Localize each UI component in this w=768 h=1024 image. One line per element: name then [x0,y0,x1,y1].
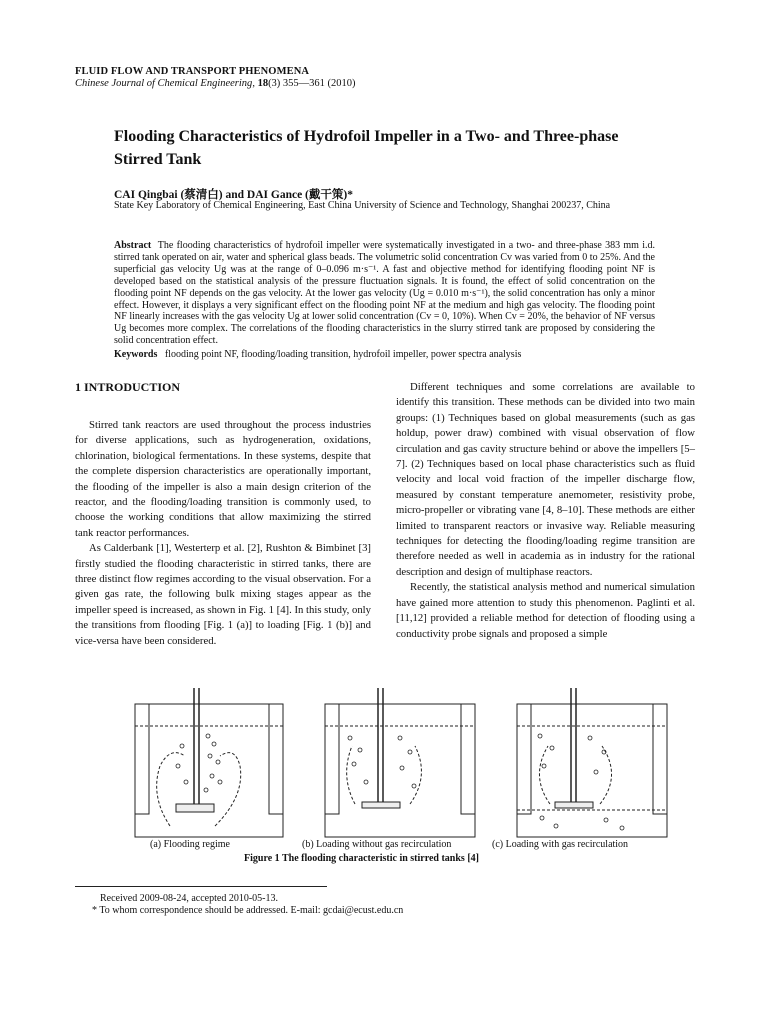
journal-name: Chinese Journal of Chemical Engineering [75,78,253,89]
footnote-correspondence: * To whom correspondence should be addressed. E-mail: gcdai@ecust.edu.cn [92,905,404,916]
journal-citation: Chinese Journal of Chemical Engineering, 18(3) 355—361 (2010) [75,78,356,89]
section-label: FLUID FLOW AND TRANSPORT PHENOMENA [75,66,310,77]
article-title: Flooding Characteristics of Hydrofoil Impeller in a Two- and Three-phase Stirred Tank [114,128,619,168]
keywords-text: flooding point NF, flooding/loading transition, hydrofoil impeller, power spectra analysis [164,349,522,360]
figure-caption-a: (a) Flooding regime [150,839,230,850]
article-affiliation: State Key Laboratory of Chemical Engineering, East China University of Science and Technology, Shanghai 200237, China [114,200,611,211]
keywords-label: Keywords [114,349,158,360]
footnote-rule [75,886,327,887]
body-right-column [396,380,695,642]
body-left-column [75,418,371,649]
tank-c-diagram [517,688,667,837]
article-authors: CAI Qingbai (蔡清白) and DAI Gance (戴干策)* [114,189,353,201]
figure-caption-b: (b) Loading without gas recirculation [302,839,452,850]
tank-a-diagram [135,688,283,837]
paragraph: Recently, the statistical analysis method and numerical simulation have gained more attention to study this phenomenon. Paglinti et al. [11,12] provided a reliable method for detection of flooding using a conductivity probe signals and proposed a simple [396,581,695,640]
abstract-label: Abstract [114,240,152,251]
journal-issue-pages: (3) 355—361 (2010) [268,78,356,89]
abstract [114,240,655,347]
keywords [114,349,655,360]
figure-title: Figure 1 The flooding characteristic in stirred tanks [4] [244,853,479,864]
paragraph: Different techniques and some correlations are available to identify this transition. These methods can be divided into two main groups: (1) Techniques based on global measurements (such as gas holdup, power draw) combined with visual observation of flow circulation and gas cavity structure behind or above the impellers [5–7]. (2) Techniques based on local phase characteristics such as fluid velocity and local void fraction of the impeller discharge flow, measured by constant temperature anemometer, resistivity probe, micro-propeller or vibrating vane [4, 8–10]. These methods are either limited to transparent reactors or invasive way. Reliable measuring techniques for detecting the flooding/loading regime transition are therefore needed as well in academia as in industry for the rational description and design of multiphase reactors. [396,381,695,578]
figure-stirred-tanks [130,686,690,841]
section-heading: 1 INTRODUCTION [75,380,181,394]
footnote-received: Received 2009-08-24, accepted 2010-05-13. [100,893,278,904]
paragraph: As Calderbank [1], Westerterp et al. [2], Rushton & Bimbinet [3] firstly studied the flooding characteristic in stirred tanks, there are three distinct flow regimes according to the visual observation. For a given gas rate, the following bulk mixing stages appear as the impeller speed is increased, as shown in Fig. 1 [4]. In this study, only the transitions from flooding [Fig. 1 (a)] to loading [Fig. 1 (b)] and vice-versa have been considered. [75,542,371,647]
abstract-text: The flooding characteristics of hydrofoil impeller were systematically investigated in a two- and three-phase 383 mm i.d. stirred tank operated on air, water and spherical glass beads. The volumetric solid concentration Cv was varied from 0 to 25%. And the superficial gas velocity Ug was at the range of 0–0.096 m·s⁻¹. A fast and objective method for identifying flooding point NF is developed based on the statistical analysis of the pressure fluctuation signals. It is found, the effect of solid concentration on the flooding point NF depends on the gas velocity. At the lower gas velocity (Ug = 0.010 m·s⁻¹), the solid concentration has only a minor effect. However, it displays a very significant effect on the flooding point NF at the medium and high gas velocity. The flooding point NF linearly increases with the gas velocity Ug at lower solid concentration (Cv = 0, 10%). When Cv = 20%, the behavior of NF versus Ug becomes more complex. The correlations of the flooding characteristics in the slurry stirred tank are proposed by considering the solid concentration effect. [114,240,655,347]
journal-volume: 18 [257,78,269,89]
tank-b-diagram [325,688,475,837]
paragraph: Stirred tank reactors are used throughout the process industries for diverse applications, such as hydrogeneration, oxidations, chlorination, biological fermentations. In these systems, despite that the complete dispersion characteristics are operationally important, the flooding of the impeller is also a main design criterion of the reactor, and the flooding/loading transition is commonly used, to choose the working conditions that allow maximizing the stirred tank reactor performances. [75,419,371,539]
figure-caption-c: (c) Loading with gas recirculation [492,839,629,850]
